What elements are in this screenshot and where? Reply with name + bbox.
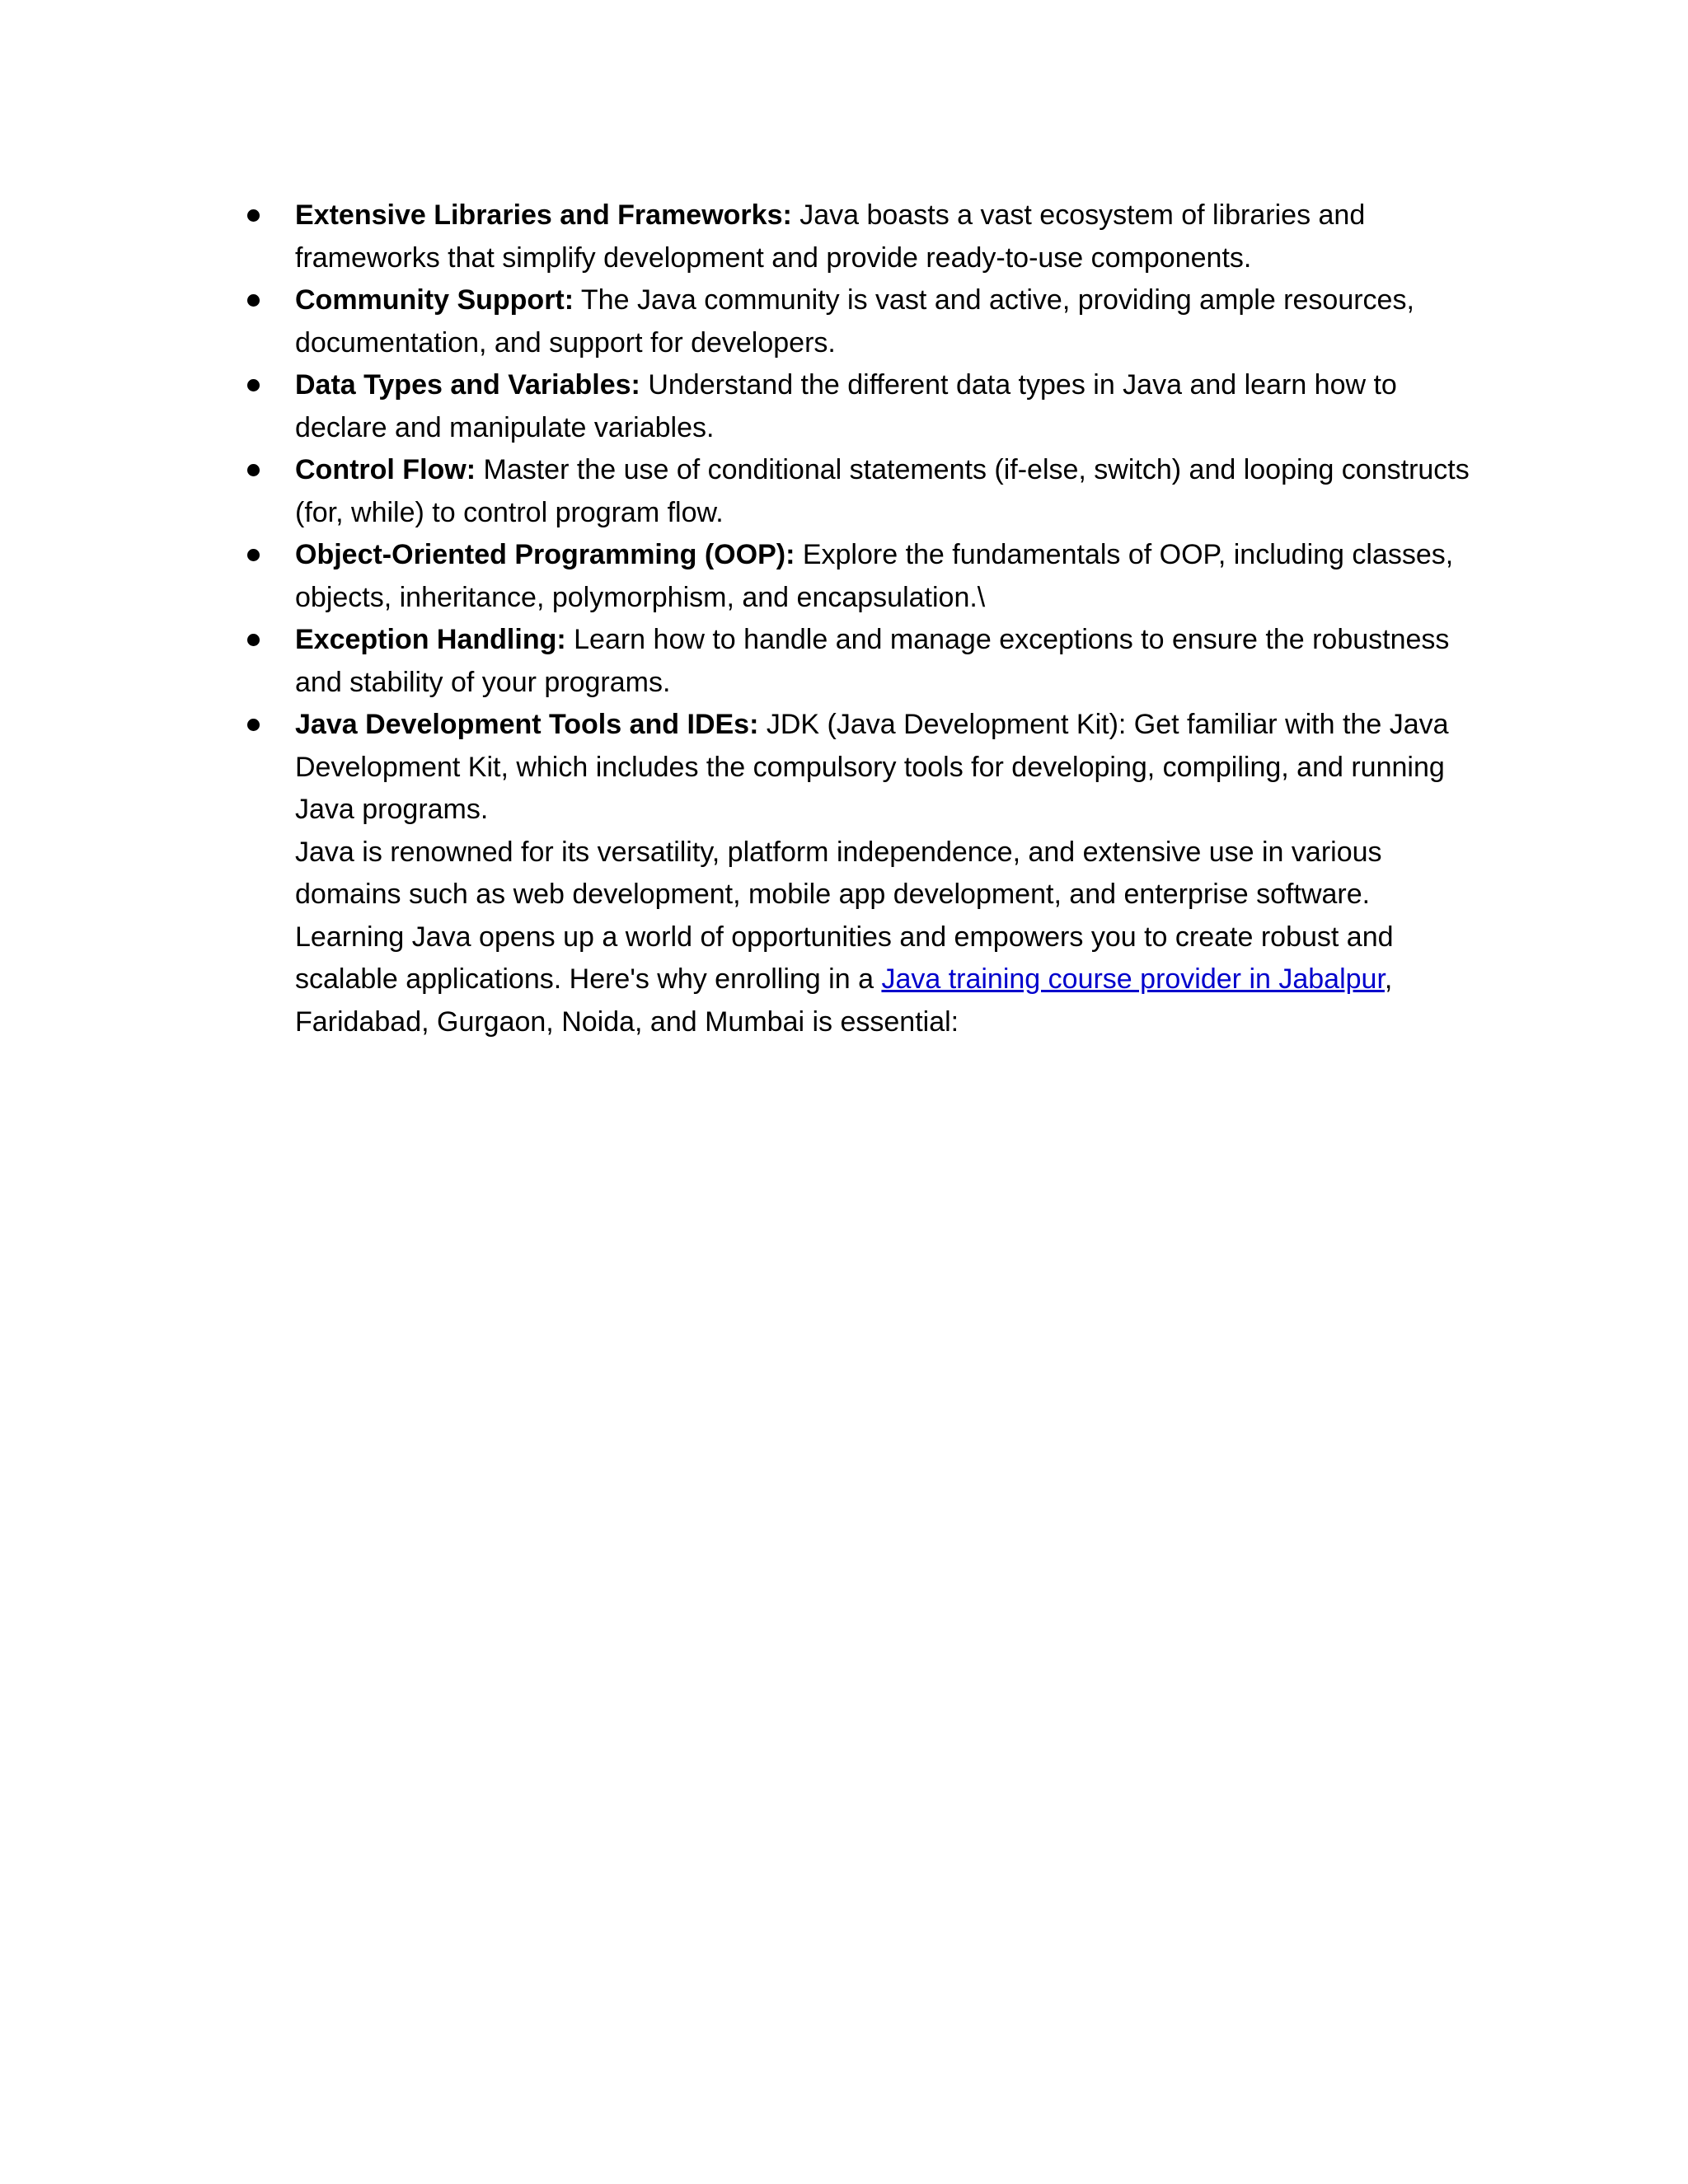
bullet-icon (247, 379, 260, 391)
list-item (246, 194, 1482, 279)
bullet-icon (247, 719, 260, 731)
bullet-icon (247, 209, 260, 222)
paragraph-text: Java is renowned for its versatility, platform independence, and extensive use in various domains such as web development, mobile app development, and enterprise software. Learning Java opens up a world of opportunities and empowers you to create robust and scalable applications. Here's why enrolling in a (295, 836, 1394, 995)
java-training-link[interactable]: Java training course provider in Jabalpur (881, 963, 1385, 995)
list-item (246, 619, 1482, 704)
bullet-icon (247, 464, 260, 476)
bullet-icon (247, 634, 260, 646)
paragraph-text-end: , Faridabad, Gurgaon, Noida, and Mumbai is essential: (295, 963, 1393, 1038)
item-term: Extensive Libraries and Frameworks: (295, 199, 792, 231)
item-text: JDK (Java Development Kit): Get familiar with the Java Development Kit, which includes the compulsory tools for developing, compiling, and running Java programs. (295, 709, 1449, 825)
item-term: Object-Oriented Programming (OOP): (295, 539, 795, 570)
bullet-list (246, 194, 1482, 1043)
item-text: Java boasts a vast ecosystem of libraries and frameworks that simplify development and provide ready-to-use components. (295, 199, 1366, 274)
item-text: Understand the different data types in Java and learn how to declare and manipulate variables. (295, 369, 1397, 443)
item-term: Control Flow: (295, 454, 476, 485)
item-text: The Java community is vast and active, providing ample resources, documentation, and support for developers. (295, 284, 1414, 359)
list-item (246, 449, 1482, 534)
item-term: Data Types and Variables: (295, 369, 640, 401)
item-text: Explore the fundamentals of OOP, including classes, objects, inheritance, polymorphism, and encapsulation.\ (295, 539, 1454, 613)
item-term: Community Support: (295, 284, 574, 316)
item-text: Master the use of conditional statements (if-else, switch) and looping constructs (for, while) to control program flow. (295, 454, 1470, 528)
list-item (246, 704, 1482, 1043)
bullet-icon (247, 549, 260, 561)
list-item (246, 364, 1482, 449)
item-text: Learn how to handle and manage exceptions to ensure the robustness and stability of your programs. (295, 624, 1450, 698)
item-term: Exception Handling: (295, 624, 566, 655)
list-item (246, 279, 1482, 364)
item-term: Java Development Tools and IDEs: (295, 709, 759, 740)
bullet-icon (247, 294, 260, 307)
document-body (246, 194, 1482, 1043)
intro-paragraph (295, 832, 1482, 1044)
list-item (246, 534, 1482, 619)
